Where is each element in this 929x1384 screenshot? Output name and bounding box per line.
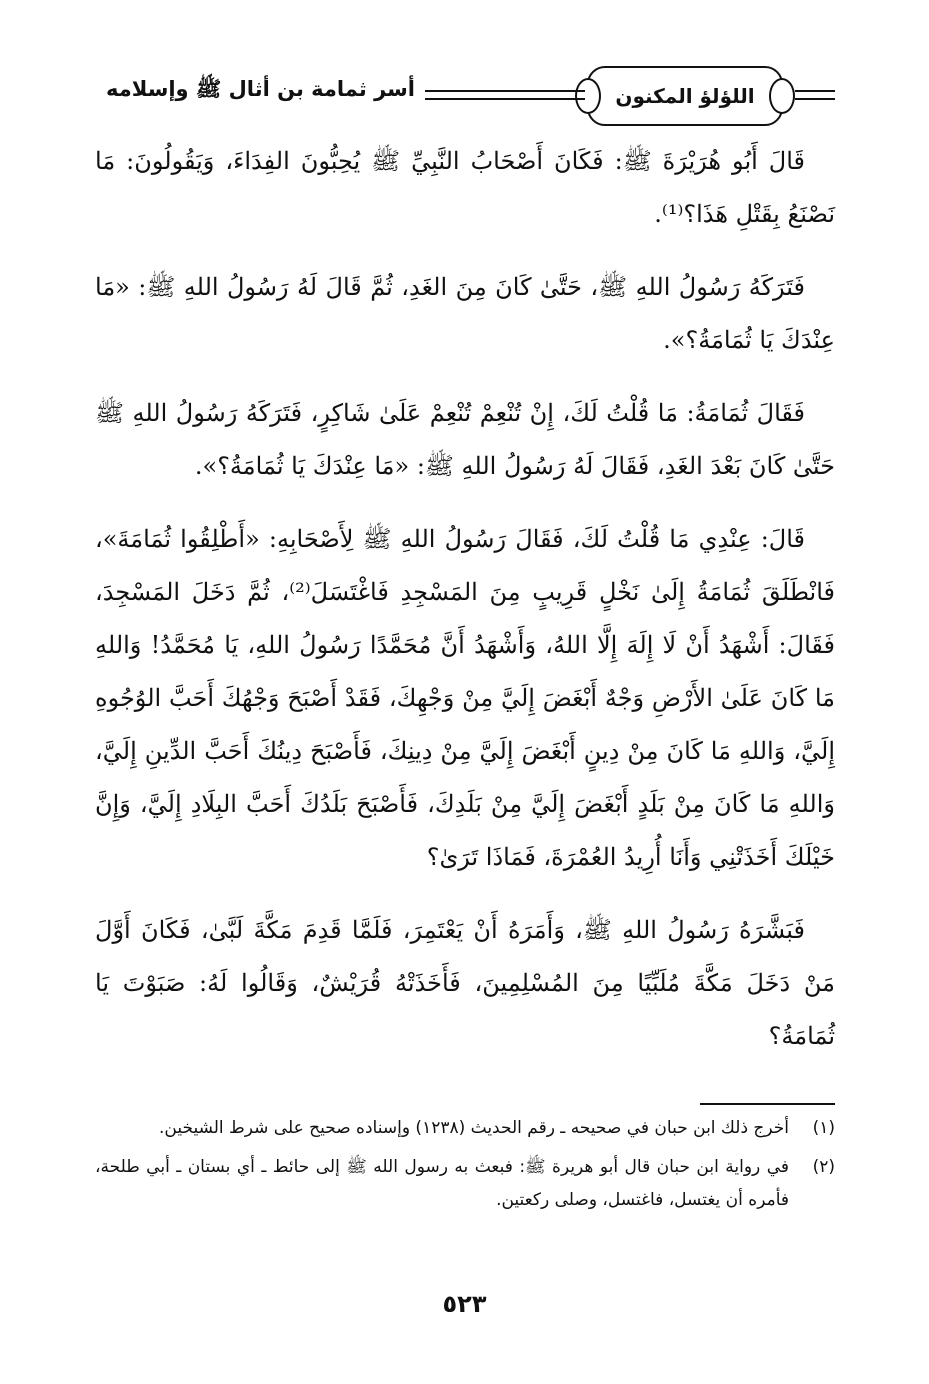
footnote-separator xyxy=(700,1103,835,1105)
footnote-number: (٢) xyxy=(812,1157,835,1177)
paragraph: قَالَ أَبُو هُرَيْرَةَ ﷺ: فَكَانَ أَصْحَابُ النَّبِيِّ ﷺ يُحِبُّونَ الفِدَاءَ، وَيَقُولُونَ: مَا نَصْنَعُ بِقَتْلِ هَذَا؟⁽¹⁾. xyxy=(95,147,835,228)
header-rule-right xyxy=(795,90,835,100)
page-number: ٥٢٣ xyxy=(442,1290,487,1318)
chapter-title: أسر ثمامة بن أثال ﷺ وإسلامه xyxy=(106,77,415,101)
paragraph: فَبَشَّرَهُ رَسُولُ اللهِ ﷺ، وَأَمَرَهُ أَنْ يَعْتَمِرَ، فَلَمَّا قَدِمَ مَكَّةَ لَبَّىٰ، فَكَانَ أَوَّلَ مَنْ دَخَلَ مَكَّةَ مُلَبِّيًا مِنَ المُسْلِمِينَ، فَأَخَذَتْهُ قُرَيْشٌ، وَقَالُوا لَهُ: صَبَوْتَ يَا ثُمَامَةُ؟ xyxy=(95,916,835,1050)
header-rule-middle xyxy=(425,90,585,100)
footnotes xyxy=(95,1112,835,1223)
main-text xyxy=(95,135,835,1063)
footnote-text: في رواية ابن حبان قال أبو هريرة ﷺ: فبعث به رسول الله ﷺ إلى حائط ـ أي بستان ـ أبي طلحة، فأمره أن يغتسل، فاغتسل، وصلى ركعتين. xyxy=(95,1157,789,1210)
book-title: اللؤلؤ المكنون xyxy=(615,84,755,108)
footnote-text: أخرج ذلك ابن حبان في صحيحه ـ رقم الحديث (١٢٣٨) وإسناده صحيح على شرط الشيخين. xyxy=(159,1118,789,1138)
paragraph: قَالَ: عِنْدِي مَا قُلْتُ لَكَ، فَقَالَ رَسُولُ اللهِ ﷺ لِأَصْحَابِهِ: «أَطْلِقُوا ثُمَامَةَ»، فَانْطَلَقَ ثُمَامَةُ إِلَىٰ نَخْلٍ قَرِيبٍ مِنَ المَسْجِدِ فَاغْتَسَلَ⁽²⁾، ثُمَّ دَخَلَ المَسْجِدَ، فَقَالَ: أَشْهَدُ أَنْ لَا إِلَهَ إِلَّا اللهُ، وَأَشْهَدُ أَنَّ مُحَمَّدًا رَسُولُ اللهِ، يَا مُحَمَّدُ! وَاللهِ مَا كَانَ عَلَىٰ الأَرْضِ وَجْهٌ أَبْغَضَ إِلَيَّ مِنْ وَجْهِكَ، فَقَدْ أَصْبَحَ وَجْهُكَ أَحَبَّ الوُجُوهِ إِلَيَّ، وَاللهِ مَا كَانَ مِنْ دِينٍ أَبْغَضَ إِلَيَّ مِنْ دِينِكَ، فَأَصْبَحَ دِينُكَ أَحَبَّ الدِّينِ إِلَيَّ، وَاللهِ مَا كَانَ مِنْ بَلَدٍ أَبْغَضَ إِلَيَّ مِنْ بَلَدِكَ، فَأَصْبَحَ بَلَدُكَ أَحَبَّ البِلَادِ إِلَيَّ، وَإِنَّ خَيْلَكَ أَخَذَتْنِي وَأَنَا أُرِيدُ العُمْرَةَ، فَمَاذَا تَرَىٰ؟ xyxy=(95,525,836,871)
book-title-cartouche xyxy=(587,66,783,126)
footnote xyxy=(95,1151,835,1217)
paragraph: فَقَالَ ثُمَامَةُ: مَا قُلْتُ لَكَ، إِنْ تُنْعِمْ تُنْعِمْ عَلَىٰ شَاكِرٍ، فَتَرَكَهُ رَسُولُ اللهِ ﷺ حَتَّىٰ كَانَ بَعْدَ الغَدِ، فَقَالَ لَهُ رَسُولُ اللهِ ﷺ: «مَا عِنْدَكَ يَا ثُمَامَةُ؟». xyxy=(95,399,835,480)
running-header xyxy=(95,58,835,130)
paragraph: فَتَرَكَهُ رَسُولُ اللهِ ﷺ، حَتَّىٰ كَانَ مِنَ الغَدِ، ثُمَّ قَالَ لَهُ رَسُولُ اللهِ ﷺ: «مَا عِنْدَكَ يَا ثُمَامَةُ؟». xyxy=(95,273,835,354)
footnote-number: (١) xyxy=(812,1118,835,1138)
footnote xyxy=(95,1112,835,1145)
